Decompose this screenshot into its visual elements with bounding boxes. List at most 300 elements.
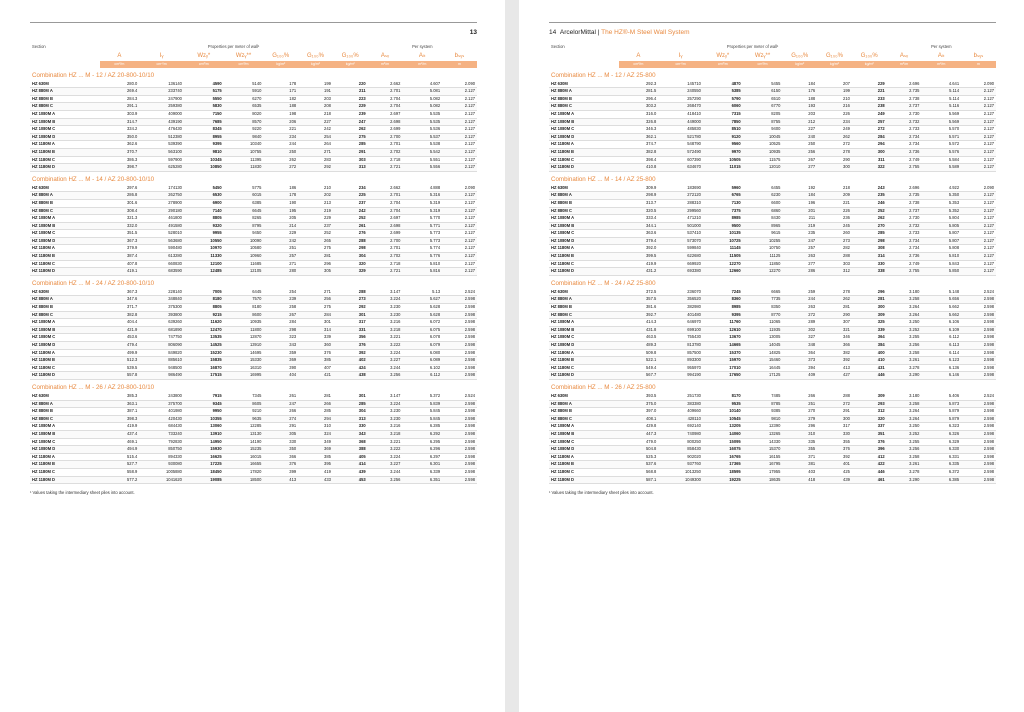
- table-row: [549, 400, 996, 408]
- value-cell: 10550: [184, 237, 224, 245]
- value-cell: 278900: [139, 199, 184, 207]
- value-cell: 419: [298, 468, 333, 476]
- value-cell: 7245: [703, 289, 743, 296]
- value-cell: 233: [852, 95, 887, 103]
- value-cell: 17515: [184, 372, 224, 380]
- value-cell: 7140: [184, 207, 224, 215]
- value-cell: 6.080: [402, 349, 442, 357]
- value-cell: 8985: [703, 215, 743, 223]
- value-cell: 357.5: [619, 296, 659, 304]
- value-cell: 329: [333, 268, 368, 276]
- value-cell: 210: [817, 95, 852, 103]
- value-cell: 9500: [703, 222, 743, 230]
- value-cell: 527.7: [100, 461, 140, 469]
- value-cell: 397.0: [619, 408, 659, 416]
- value-cell: 281: [298, 393, 333, 400]
- blank-header: [30, 61, 100, 68]
- value-cell: 12105: [224, 268, 264, 276]
- value-cell: 6.146: [921, 372, 961, 380]
- value-cell: 5.656: [921, 296, 961, 304]
- value-cell: 937760: [658, 461, 703, 469]
- value-cell: 5.589: [921, 164, 961, 172]
- value-cell: 8965: [743, 222, 783, 230]
- value-cell: 5.352: [921, 207, 961, 215]
- value-cell: 2.699: [368, 126, 403, 134]
- value-cell: 238: [852, 103, 887, 111]
- value-cell: 298.9: [619, 192, 659, 200]
- value-cell: 308.4: [100, 207, 140, 215]
- value-cell: 6535: [224, 103, 264, 111]
- value-cell: 7570: [224, 296, 264, 304]
- section-name-cell: HZ 630M: [549, 81, 619, 88]
- value-cell: 613280: [139, 253, 184, 261]
- value-cell: 15930: [184, 446, 224, 454]
- value-cell: 3.218: [368, 430, 403, 438]
- value-cell: 2.127: [961, 141, 996, 149]
- section-name-cell: HZ 1080M B: [549, 118, 619, 126]
- value-cell: 409: [782, 372, 817, 380]
- value-cell: 250: [782, 141, 817, 149]
- value-cell: 2.735: [887, 192, 922, 200]
- value-cell: 386.3: [100, 156, 140, 164]
- value-cell: 347.6: [100, 296, 140, 304]
- value-cell: 733240: [139, 430, 184, 438]
- value-cell: 240: [782, 133, 817, 141]
- value-cell: 9810: [184, 148, 224, 156]
- value-cell: 281.5: [619, 88, 659, 96]
- table-row: [549, 268, 996, 276]
- value-cell: 6.102: [402, 364, 442, 372]
- value-cell: 344.1: [619, 222, 659, 230]
- table-row: [30, 438, 477, 446]
- value-cell: 305: [298, 268, 333, 276]
- table-row: [549, 304, 996, 312]
- table-row: [30, 88, 477, 96]
- value-cell: 330: [852, 260, 887, 268]
- value-cell: 188: [782, 95, 817, 103]
- section-name-cell: HZ 1080M A: [30, 319, 100, 327]
- value-cell: 15235: [224, 446, 264, 454]
- value-cell: 447.3: [619, 430, 659, 438]
- value-cell: 2.698: [368, 118, 403, 126]
- value-cell: 16310: [224, 364, 264, 372]
- value-cell: 10960: [224, 253, 264, 261]
- value-cell: 2.524: [961, 289, 996, 296]
- value-cell: 2.737: [887, 207, 922, 215]
- value-cell: 242: [333, 207, 368, 215]
- value-cell: 3.230: [368, 415, 403, 423]
- value-cell: 17955: [743, 468, 783, 476]
- value-cell: 431: [852, 364, 887, 372]
- value-cell: 300: [852, 304, 887, 312]
- value-cell: 257: [782, 245, 817, 253]
- value-cell: 572490: [658, 148, 703, 156]
- value-cell: 5.13: [402, 289, 442, 296]
- table-row: [30, 156, 477, 164]
- value-cell: 376: [263, 461, 298, 469]
- value-cell: 948500: [139, 364, 184, 372]
- value-cell: 363.1: [100, 400, 140, 408]
- value-cell: 5.804: [921, 215, 961, 223]
- value-cell: 252: [333, 215, 368, 223]
- value-cell: 320: [333, 260, 368, 268]
- section-name-cell: HZ 880M C: [549, 415, 619, 423]
- value-cell: 418410: [658, 110, 703, 118]
- section-title: Combination HZ ... M - 24 / AZ 20-800-10/10: [32, 279, 155, 287]
- value-cell: 266: [298, 400, 333, 408]
- value-cell: 299560: [658, 207, 703, 215]
- value-cell: 2.127: [442, 148, 477, 156]
- section-name-cell: HZ 880M A: [549, 192, 619, 200]
- value-cell: 590480: [139, 245, 184, 253]
- column-symbol: A: [117, 52, 122, 59]
- section-name-cell: HZ 1080M D: [30, 342, 100, 350]
- value-cell: 1041620: [139, 476, 184, 484]
- section-name-cell: HZ 1180M D: [30, 164, 100, 172]
- value-cell: 12485: [184, 268, 224, 276]
- value-cell: 2.598: [961, 364, 996, 372]
- value-cell: 4.607: [402, 81, 442, 88]
- value-cell: 2.738: [887, 199, 922, 207]
- value-cell: 303: [333, 156, 368, 164]
- value-cell: 385.3: [100, 393, 140, 400]
- table-row: [549, 103, 996, 111]
- value-cell: 203: [298, 95, 333, 103]
- value-cell: 375700: [139, 400, 184, 408]
- section-header: Section: [32, 43, 46, 49]
- section-name-cell: HZ 1180M B: [30, 461, 100, 469]
- value-cell: 332.0: [100, 222, 140, 230]
- value-cell: 280.0: [100, 81, 140, 88]
- value-cell: 12100: [184, 260, 224, 268]
- value-cell: 278: [817, 148, 852, 156]
- table-row: [549, 81, 996, 88]
- value-cell: 408.1: [619, 415, 659, 423]
- value-cell: 10345: [184, 156, 224, 164]
- value-cell: 2.735: [887, 88, 922, 96]
- value-cell: 2.127: [442, 215, 477, 223]
- value-cell: 293: [852, 400, 887, 408]
- table-row: [30, 408, 477, 416]
- value-cell: 18595: [703, 468, 743, 476]
- value-cell: 250: [263, 148, 298, 156]
- value-cell: 573070: [658, 237, 703, 245]
- value-cell: 5550: [184, 95, 224, 103]
- table-row: [30, 349, 477, 357]
- section-title-row: [30, 275, 477, 289]
- column-unit: kg/m²: [333, 61, 368, 68]
- properties-group-header: Properties per meter of wall¹: [207, 43, 260, 49]
- value-cell: 5830: [184, 103, 224, 111]
- section-title: Combination HZ ... M - 24 / AZ 25-800: [551, 279, 656, 287]
- column-symbol: Aₗₜ: [418, 52, 426, 59]
- value-cell: 429.8: [619, 423, 659, 431]
- value-cell: 398.4: [619, 156, 659, 164]
- value-cell: 6060: [703, 103, 743, 111]
- value-cell: 11575: [743, 156, 783, 164]
- value-cell: 14045: [743, 342, 783, 350]
- value-cell: 18500: [224, 476, 264, 484]
- value-cell: 195: [263, 207, 298, 215]
- section-title-row: [549, 68, 996, 81]
- value-cell: 356520: [658, 296, 703, 304]
- value-cell: 221: [817, 199, 852, 207]
- value-cell: 8570: [224, 118, 264, 126]
- value-cell: 272: [817, 141, 852, 149]
- value-cell: 6.089: [402, 357, 442, 365]
- header-group-row: [30, 43, 477, 51]
- blank-header: [549, 51, 619, 61]
- value-cell: 5.538: [402, 141, 442, 149]
- value-cell: 10935: [224, 319, 264, 327]
- section-name-cell: HZ 880M A: [30, 296, 100, 304]
- table-row: [549, 110, 996, 118]
- section-name-cell: HZ 1180M D: [549, 372, 619, 380]
- value-cell: 806090: [139, 342, 184, 350]
- table-row: [549, 253, 996, 261]
- value-cell: 281: [817, 304, 852, 312]
- value-cell: 2.127: [442, 110, 477, 118]
- value-cell: 229: [852, 81, 887, 88]
- value-cell: 13265: [743, 430, 783, 438]
- blank-header: [30, 51, 100, 61]
- value-cell: 251: [263, 245, 298, 253]
- value-cell: 285: [333, 400, 368, 408]
- value-cell: 316.0: [619, 110, 659, 118]
- value-cell: 379.4: [619, 237, 659, 245]
- section-name-cell: HZ 1080M B: [30, 430, 100, 438]
- value-cell: 14695: [224, 349, 264, 357]
- section-name-cell: HZ 1180M C: [30, 364, 100, 372]
- value-cell: 2.598: [442, 357, 477, 365]
- value-cell: 283: [298, 156, 333, 164]
- value-cell: 5.774: [402, 245, 442, 253]
- table-row: [549, 245, 996, 253]
- value-cell: 261: [333, 222, 368, 230]
- value-cell: 291: [263, 423, 298, 431]
- value-cell: 2.127: [961, 118, 996, 126]
- value-cell: 8510: [703, 126, 743, 134]
- value-cell: 256: [298, 296, 333, 304]
- value-cell: 2.732: [887, 118, 922, 126]
- value-cell: 2.127: [961, 199, 996, 207]
- value-cell: 5.406: [921, 393, 961, 400]
- section-name-cell: HZ 1180M A: [30, 141, 100, 149]
- value-cell: 235: [782, 230, 817, 238]
- section-name-cell: HZ 630M: [30, 393, 100, 400]
- value-cell: 284: [298, 311, 333, 319]
- value-cell: 2.127: [442, 222, 477, 230]
- value-cell: 3.261: [887, 357, 922, 365]
- table-row: [30, 334, 477, 342]
- value-cell: 3.222: [368, 446, 403, 454]
- value-cell: 272: [852, 126, 887, 134]
- section-title-row: [549, 379, 996, 393]
- value-cell: 382: [817, 349, 852, 357]
- value-cell: 14665: [703, 342, 743, 350]
- value-cell: 12010: [743, 164, 783, 172]
- value-cell: 2.090: [442, 81, 477, 88]
- value-cell: 267: [263, 311, 298, 319]
- value-cell: 3.255: [887, 334, 922, 342]
- value-cell: 800250: [658, 438, 703, 446]
- value-cell: 234: [263, 133, 298, 141]
- value-cell: 15970: [703, 357, 743, 365]
- value-cell: 1013250: [658, 468, 703, 476]
- combination-section: [30, 275, 477, 379]
- value-cell: 6530: [184, 192, 224, 200]
- value-cell: 372.5: [619, 289, 659, 296]
- value-cell: 275: [298, 304, 333, 312]
- value-cell: 196: [782, 199, 817, 207]
- value-cell: 6.323: [921, 423, 961, 431]
- value-cell: 5775: [224, 185, 264, 192]
- table-row: [549, 148, 996, 156]
- section-name-cell: HZ 880M A: [30, 400, 100, 408]
- value-cell: 2.127: [961, 126, 996, 134]
- value-cell: 857500: [658, 349, 703, 357]
- value-cell: 399.5: [619, 253, 659, 261]
- value-cell: 2.738: [887, 95, 922, 103]
- value-cell: 479.4: [100, 342, 140, 350]
- value-cell: 240550: [658, 88, 703, 96]
- value-cell: 634670: [658, 164, 703, 172]
- value-cell: 3.264: [887, 415, 922, 423]
- value-cell: 5.081: [402, 88, 442, 96]
- page-13: [0, 0, 505, 712]
- value-cell: 431.8: [619, 326, 659, 334]
- value-cell: 2.734: [887, 133, 922, 141]
- value-cell: 894330: [139, 453, 184, 461]
- value-cell: 8345: [184, 126, 224, 134]
- value-cell: 298: [263, 326, 298, 334]
- value-cell: 226: [817, 110, 852, 118]
- value-cell: 11685: [224, 260, 264, 268]
- value-cell: 428110: [658, 415, 703, 423]
- value-cell: 226: [817, 207, 852, 215]
- value-cell: 11830: [224, 164, 264, 172]
- value-cell: 317: [817, 423, 852, 431]
- value-cell: 2.127: [442, 260, 477, 268]
- section-name-cell: HZ 1080M B: [30, 222, 100, 230]
- value-cell: 178: [263, 81, 298, 88]
- value-cell: 5.810: [402, 260, 442, 268]
- value-cell: 5140: [224, 81, 264, 88]
- section-title-row: [549, 171, 996, 185]
- value-cell: 272: [817, 400, 852, 408]
- value-cell: 3.230: [368, 304, 403, 312]
- value-cell: 6270: [224, 95, 264, 103]
- value-cell: 410.8: [619, 164, 659, 172]
- value-cell: 2.127: [961, 133, 996, 141]
- value-cell: 5455: [743, 81, 783, 88]
- table-row: [549, 164, 996, 172]
- value-cell: 375300: [139, 304, 184, 312]
- value-cell: 577.2: [100, 476, 140, 484]
- value-cell: 6.136: [921, 364, 961, 372]
- table-row: [30, 400, 477, 408]
- value-cell: 190: [263, 199, 298, 207]
- value-cell: 2.598: [961, 311, 996, 319]
- value-cell: 10750: [743, 245, 783, 253]
- value-cell: 2.736: [887, 253, 922, 261]
- value-cell: 291: [817, 408, 852, 416]
- table-row: [30, 453, 477, 461]
- value-cell: 11505: [703, 253, 743, 261]
- value-cell: 3.147: [368, 289, 403, 296]
- value-cell: 2.127: [961, 110, 996, 118]
- value-cell: 2.598: [961, 446, 996, 454]
- table-row: [30, 185, 477, 192]
- value-cell: 5.353: [921, 199, 961, 207]
- value-cell: 247: [263, 400, 298, 408]
- value-cell: 2.598: [442, 296, 477, 304]
- value-cell: 208: [298, 103, 333, 111]
- value-cell: 2.700: [368, 133, 403, 141]
- value-cell: 2.730: [887, 215, 922, 223]
- table-row: [549, 461, 996, 469]
- value-cell: 2.704: [368, 207, 403, 215]
- value-cell: 660830: [139, 260, 184, 268]
- value-cell: 10970: [184, 245, 224, 253]
- value-cell: 7315: [703, 110, 743, 118]
- value-cell: 309.9: [619, 185, 659, 192]
- value-cell: 5.556: [402, 164, 442, 172]
- table-row: [30, 260, 477, 268]
- value-cell: 5.628: [402, 304, 442, 312]
- value-cell: 5.570: [921, 126, 961, 134]
- value-cell: 6230: [743, 192, 783, 200]
- value-cell: 684430: [139, 423, 184, 431]
- value-cell: 5.350: [921, 192, 961, 200]
- value-cell: 10755: [224, 148, 264, 156]
- value-cell: 303.9: [100, 110, 140, 118]
- table-row: [549, 118, 996, 126]
- value-cell: 330: [333, 423, 368, 431]
- column-unit: cm³/m: [743, 61, 783, 68]
- value-cell: 382.8: [619, 148, 659, 156]
- value-cell: 557.8: [100, 372, 140, 380]
- value-cell: 17125: [743, 372, 783, 380]
- value-cell: 239: [333, 110, 368, 118]
- value-cell: 413: [263, 476, 298, 484]
- table-row: [549, 364, 996, 372]
- value-cell: 2.127: [442, 207, 477, 215]
- section-name-cell: HZ 1180M B: [549, 357, 619, 365]
- value-cell: 5.808: [921, 245, 961, 253]
- value-cell: 2.755: [887, 164, 922, 172]
- value-cell: 6.109: [921, 326, 961, 334]
- value-cell: 292: [298, 164, 333, 172]
- value-cell: 2.127: [961, 207, 996, 215]
- value-cell: 370.7: [100, 148, 140, 156]
- value-cell: 10505: [703, 156, 743, 164]
- value-cell: 376: [817, 446, 852, 454]
- value-cell: 2.598: [961, 400, 996, 408]
- value-cell: 17010: [703, 364, 743, 372]
- value-cell: 13060: [184, 423, 224, 431]
- value-cell: 858430: [658, 446, 703, 454]
- value-cell: 2.598: [961, 334, 996, 342]
- value-cell: 3.290: [887, 476, 922, 484]
- value-cell: 233740: [139, 88, 184, 96]
- value-cell: 303: [817, 260, 852, 268]
- value-cell: 3.244: [368, 364, 403, 372]
- value-cell: 202: [298, 192, 333, 200]
- column-symbol: Iᵧ: [159, 52, 164, 59]
- value-cell: 439: [817, 476, 852, 484]
- value-cell: 9220: [224, 126, 264, 134]
